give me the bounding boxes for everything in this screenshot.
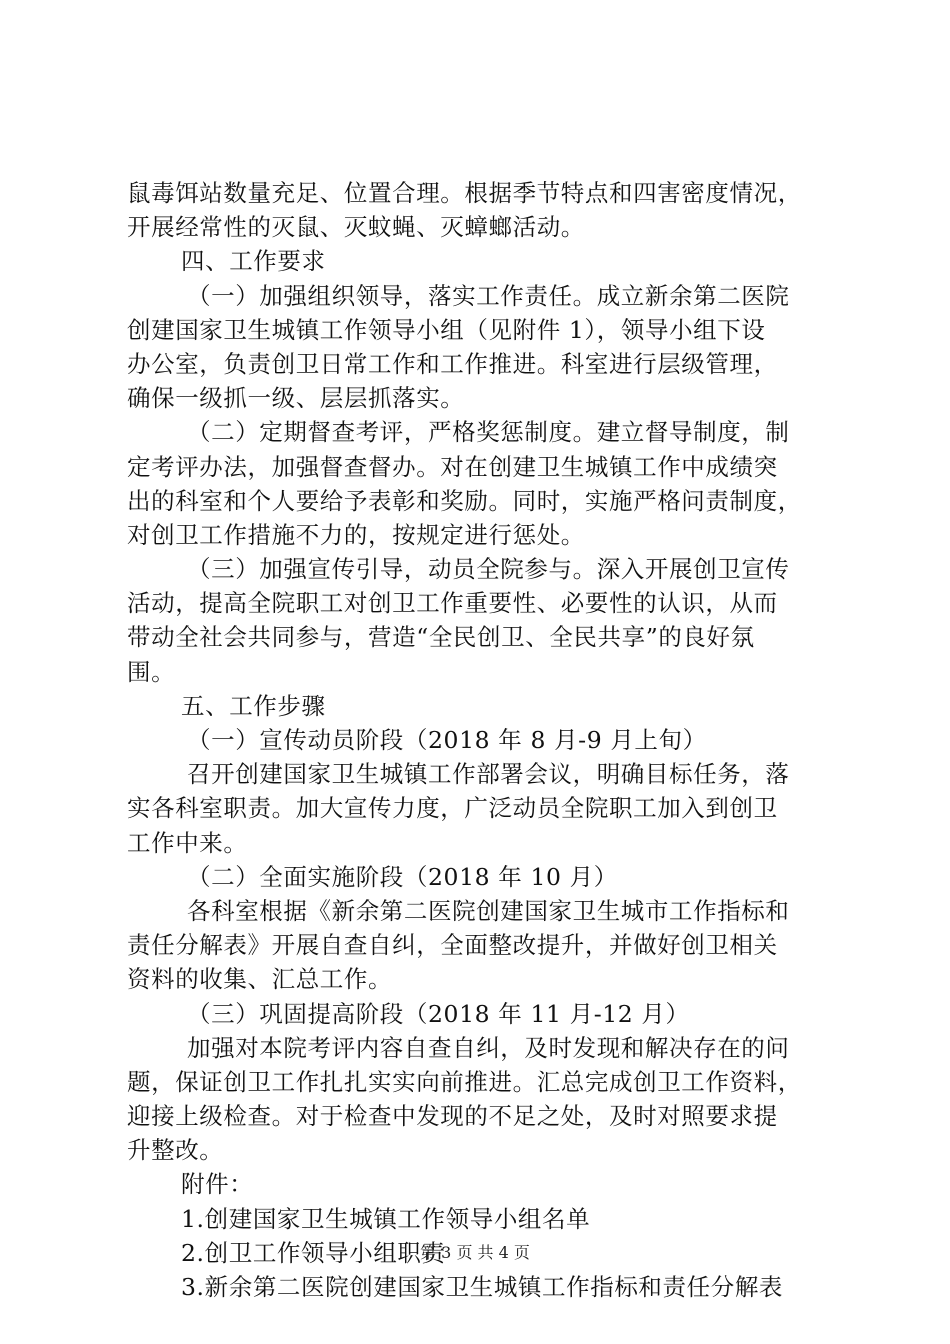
- paragraph-line: 带动全社会共同参与，营造“全民创卫、全民共享”的良好氛: [127, 623, 755, 652]
- paragraph-line: 迎接上级检查。对于检查中发现的不足之处，及时对照要求提: [127, 1102, 778, 1131]
- attachment-item: 2.创卫工作领导小组职责: [181, 1238, 446, 1267]
- paragraph-line: （三）加强宣传引导，动员全院参与。深入开展创卫宣传: [187, 555, 790, 584]
- paragraph-line: 工作中来。: [127, 828, 248, 857]
- subsection-heading: （一）宣传动员阶段（2018 年 8 月-9 月上旬）: [187, 726, 707, 754]
- paragraph-line: 开展经常性的灭鼠、灭蚊蝇、灭蟑螂活动。: [127, 213, 585, 242]
- paragraph-line: 题，保证创卫工作扎扎实实向前推进。汇总完成创卫工作资料，: [127, 1067, 802, 1096]
- paragraph-line: 出的科室和个人要给予表彰和奖励。同时，实施严格问责制度，: [127, 486, 802, 515]
- paragraph-line: 围。: [127, 657, 176, 686]
- paragraph-line: 升整改。: [127, 1136, 224, 1165]
- subsection-heading: （三）巩固提高阶段（2018 年 11 月-12 月）: [187, 999, 690, 1028]
- paragraph-line: 创建国家卫生城镇工作领导小组（见附件 1），领导小组下设: [127, 315, 766, 344]
- paragraph-line: 加强对本院考评内容自查自纠，及时发现和解决存在的问: [187, 1033, 790, 1062]
- paragraph-line: 资料的收集、汇总工作。: [127, 965, 393, 994]
- paragraph-line: 定考评办法，加强督查督办。对在创建卫生城镇工作中成绩突: [127, 452, 778, 481]
- page-number: 第 3 页 共 4 页: [420, 1243, 530, 1262]
- section-heading: 五、工作步骤: [181, 691, 326, 720]
- paragraph-line: 确保一级抓一级、层层抓落实。: [127, 384, 465, 413]
- paragraph-line: 召开创建国家卫生城镇工作部署会议，明确目标任务，落: [187, 760, 790, 789]
- paragraph-line: 活动，提高全院职工对创卫工作重要性、必要性的认识，从而: [127, 589, 778, 618]
- document-body: [127, 176, 841, 1304]
- paragraph-line: 办公室，负责创卫日常工作和工作推进。科室进行层级管理，: [127, 349, 778, 378]
- paragraph-line: （二）定期督查考评，严格奖惩制度。建立督导制度，制: [187, 418, 790, 447]
- paragraph-line: 对创卫工作措施不力的，按规定进行惩处。: [127, 520, 585, 549]
- subsection-heading: （二）全面实施阶段（2018 年 10 月）: [187, 862, 618, 891]
- paragraph-line: 鼠毒饵站数量充足、位置合理。根据季节特点和四害密度情况，: [127, 179, 802, 207]
- paragraph-line: 责任分解表》开展自查自纠，全面整改提升，并做好创卫相关: [127, 931, 778, 960]
- attachment-item: 1.创建国家卫生城镇工作领导小组名单: [181, 1204, 591, 1233]
- paragraph-line: 各科室根据《新余第二医院创建国家卫生城市工作指标和: [187, 896, 790, 925]
- page-footer: [0, 1243, 950, 1263]
- attachment-item: 3.新余第二医院创建国家卫生城镇工作指标和责任分解表: [181, 1273, 784, 1301]
- attachments-heading: 附件：: [181, 1170, 254, 1199]
- paragraph-line: （一）加强组织领导，落实工作责任。成立新余第二医院: [187, 281, 790, 310]
- paragraph-line: 实各科室职责。加大宣传力度，广泛动员全院职工加入到创卫: [127, 794, 778, 823]
- section-heading: 四、工作要求: [181, 247, 326, 276]
